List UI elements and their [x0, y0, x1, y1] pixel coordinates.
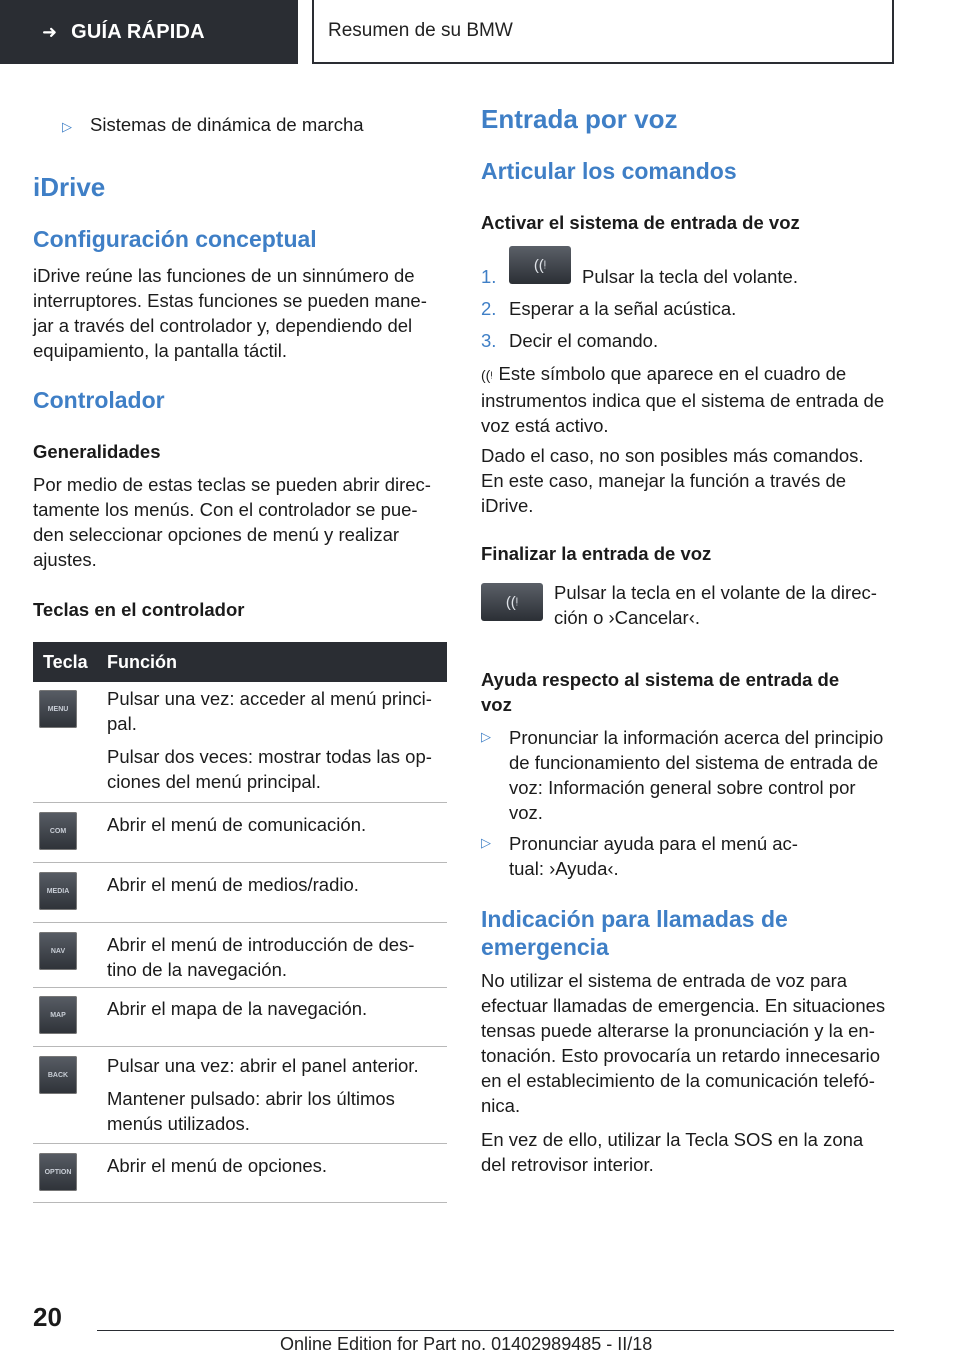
column-header: Función: [107, 652, 177, 672]
com-key-icon: COM: [39, 812, 77, 850]
paragraph-indicacion: No utilizar el sistema de entrada de voz para efectuar llamadas de emergencia. En situaciones tensas puede alterarse la pronunciación y la en‐ tonación. Esto provocaría un retardo innecesario en el establecimiento de la comunicación telefó‐ nica.: [481, 970, 886, 1116]
table-row: [33, 1144, 447, 1203]
row-description: Abrir el menú de comunicación.: [107, 814, 367, 835]
voice-active-icon: ((ᵎ: [481, 367, 493, 383]
heading-ayuda: Ayuda respecto al sistema de entrada de voz: [481, 669, 840, 715]
paragraph-sos: En vez de ello, utilizar la Tecla SOS en la zona del retrovisor interior.: [481, 1129, 864, 1175]
chapter-title: Resumen de su BMW: [328, 20, 513, 41]
paragraph-dado: Dado el caso, no son posibles más comandos. En este caso, manejar la función a través de iDrive.: [481, 445, 864, 516]
table-row: [33, 803, 447, 863]
table-header: [33, 642, 447, 682]
row-description: Pulsar una vez: abrir el panel anterior. Mantener pulsado: abrir los últimos menús utilizados.: [107, 1055, 419, 1134]
footer-divider: [97, 1330, 894, 1331]
heading-articular: Articular los comandos: [481, 158, 737, 184]
list-item: 1.: [481, 266, 497, 287]
voice-button-icon: ((ᵎ: [481, 583, 543, 621]
bullet-triangle-icon: ▷: [481, 729, 491, 744]
heading-teclas: Teclas en el controlador: [33, 599, 245, 620]
list-item: 3. Decir el comando.: [481, 330, 659, 351]
paragraph-finalizar: Pulsar la tecla en el volante de la direc‐ ción o ›Cancelar‹.: [554, 582, 877, 628]
header-chapter: [312, 0, 894, 64]
back-key-icon: BACK: [39, 1056, 77, 1094]
pointer-icon: ➜: [42, 21, 58, 42]
paragraph-generalidades: Por medio de estas teclas se pueden abrir direc‐ tamente los menús. Con el controlador se pue‐ den seleccionar opciones de menú y realizar ajustes.: [33, 474, 431, 570]
table-row: [33, 863, 447, 923]
option-key-icon: OPTION: [39, 1153, 77, 1191]
paragraph-symbol: ((ᵎ Este símbolo que aparece en el cuadro de instrumentos indica que el sistema de entrada de voz está activo.: [481, 363, 885, 436]
heading-controlador: Controlador: [33, 387, 165, 413]
table-row: [33, 988, 447, 1047]
table-row: [33, 682, 447, 803]
heading-finalizar: Finalizar la entrada de voz: [481, 543, 712, 564]
list-item: 2. Esperar a la señal acústica.: [481, 298, 737, 319]
heading-activar: Activar el sistema de entrada de voz: [481, 212, 800, 233]
paragraph-config: iDrive reúne las funciones de un sinnúmero de interruptores. Estas funciones se pueden mane‐ jar a través del controlador y, dependiendo del equipamiento, la pantalla táctil.: [33, 265, 427, 361]
list-item: ▷ Pronunciar ayuda para el menú ac‐ tual: ›Ayuda‹.: [481, 833, 798, 879]
list-item: ▷ Sistemas de dinámica de marcha: [62, 112, 364, 139]
table-row: [33, 923, 447, 988]
row-description: Pulsar una vez: acceder al menú princi‐ pal. Pulsar dos veces: mostrar todas las op‐ ciones del menú principal.: [107, 688, 432, 792]
edition-text: Online Edition for Part no. 01402989485 - II/18: [280, 1334, 653, 1354]
heading-indicacion: Indicación para llamadas de emergencia: [481, 906, 788, 960]
heading-generalidades: Generalidades: [33, 441, 161, 462]
table-row: [33, 1047, 447, 1144]
section-title: GUÍA RÁPIDA: [71, 20, 205, 43]
voice-button-icon: ((ᵎ: [509, 246, 571, 284]
nav-key-icon: NAV: [39, 932, 77, 970]
heading-entrada-voz: Entrada por voz: [481, 104, 678, 134]
column-header: Tecla: [43, 652, 88, 672]
bullet-triangle-icon: ▷: [481, 835, 491, 850]
bullet-triangle-icon: ▷: [62, 119, 72, 134]
heading-configuracion: Configuración conceptual: [33, 226, 317, 252]
media-key-icon: MEDIA: [39, 872, 77, 910]
row-description: Abrir el menú de opciones.: [107, 1155, 328, 1176]
map-key-icon: MAP: [39, 996, 77, 1034]
step-text: Pulsar la tecla del volante.: [582, 266, 798, 287]
row-description: Abrir el menú de medios/radio.: [107, 874, 359, 895]
row-description: Abrir el mapa de la navegación.: [107, 998, 368, 1019]
list-item: ▷ Pronunciar la información acerca del principio de funcionamiento del sistema de entrada de voz: Información general sobre control por voz.: [481, 727, 884, 823]
menu-key-icon: MENU: [39, 690, 77, 728]
row-description: Abrir el menú de introducción de des‐ tino de la navegación.: [107, 934, 415, 980]
heading-idrive: iDrive: [33, 172, 106, 202]
page-number: 20: [33, 1302, 62, 1332]
header-section-tab: [0, 0, 298, 64]
